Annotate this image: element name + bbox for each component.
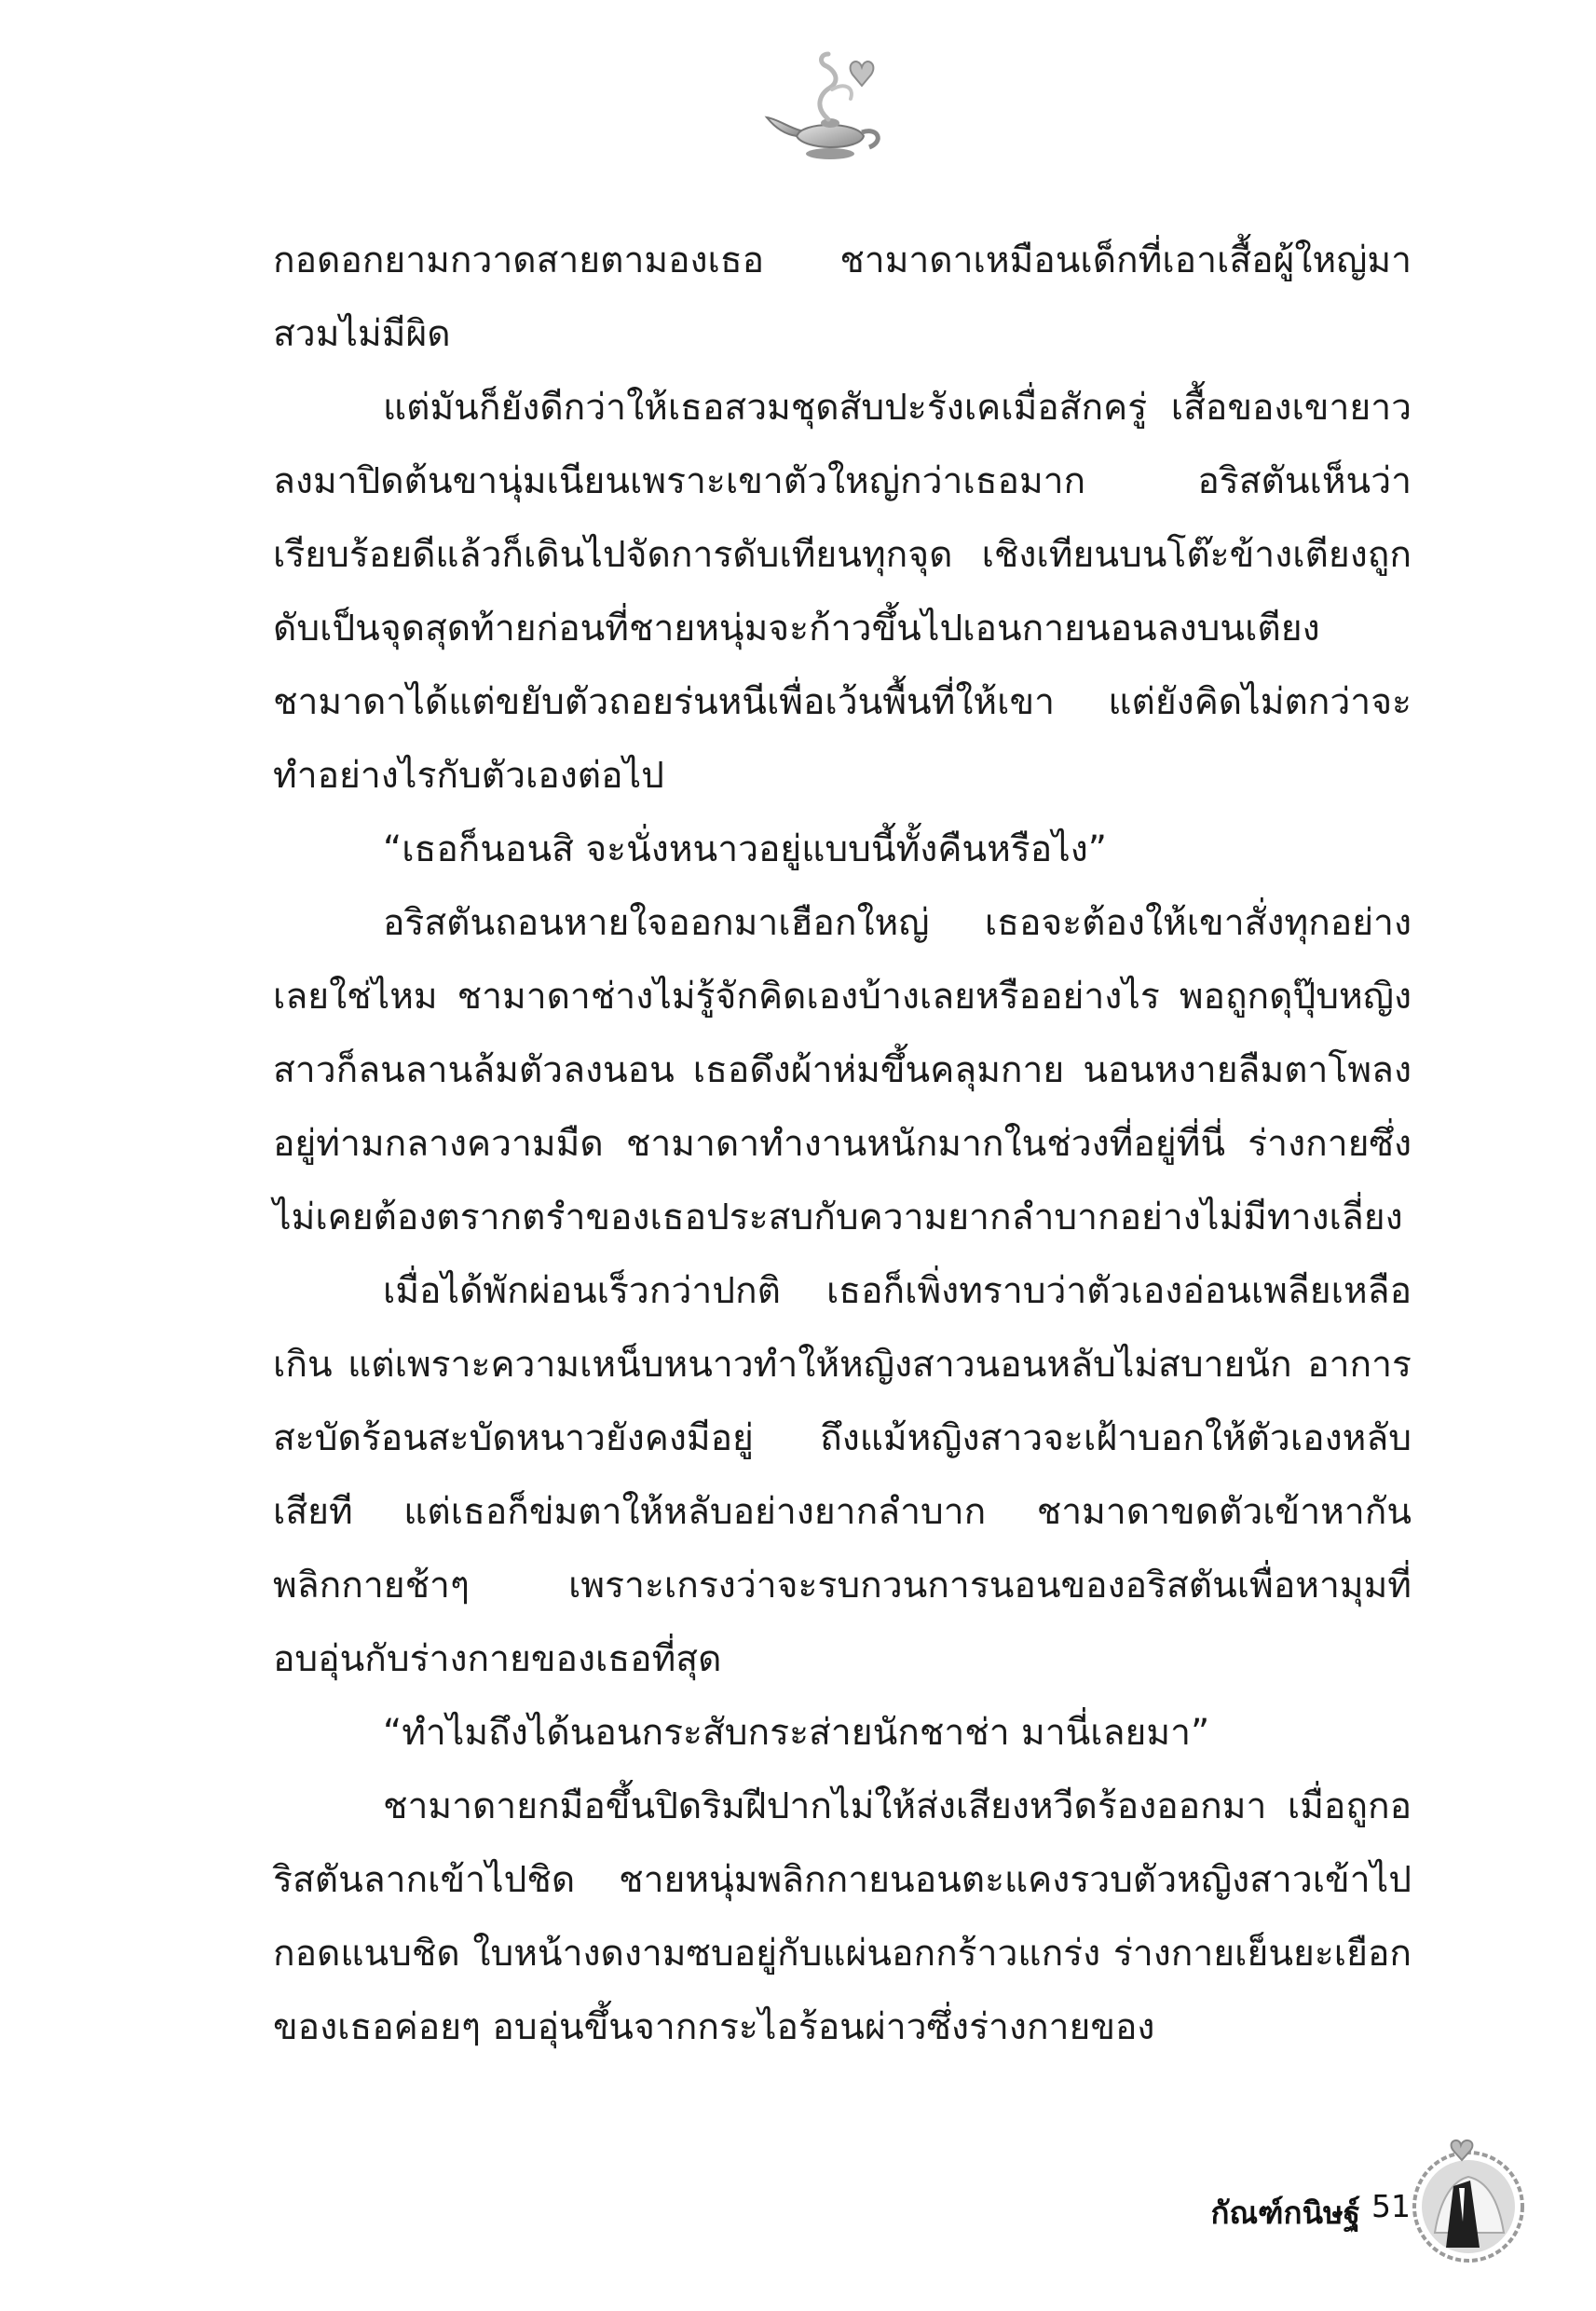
book-title: กัณฑ์กนิษฐ์ [1210,2195,1360,2231]
paragraph-2: แต่มันก็ยังดีกว่าให้เธอสวมชุดสับปะรังเคเมื่อสักครู่ เสื้อของเขายาวลงมาปิดต้นขานุ่มเนียนเพราะเขาตัวใหญ่กว่าเธอมาก อริสตันเห็นว่าเรียบร้อยดีแล้วก็เดินไปจัดการดับเทียนทุกจุด เชิงเทียนบนโต๊ะข้างเตียงถูกดับเป็นจุดสุดท้ายก่อนที่ชายหนุ่มจะก้าวขึ้นไปเอนกายนอนลงบนเตียง ชามาดาได้แต่ขยับตัวถอยร่นหนีเพื่อเว้นพื้นที่ให้เขา แต่ยังคิดไม่ตกว่าจะทำอย่างไรกับตัวเองต่อไป [273,387,1412,797]
wedding-couple-emblem-icon [1388,2132,1528,2272]
body-text [273,224,1412,2064]
paragraph-6: “ทำไมถึงได้นอนกระสับกระส่ายนักชาช่า มานี่เลยมา” [383,1712,1210,1754]
paragraph-3: “เธอก็นอนสิ จะนั่งหนาวอยู่แบบนี้ทั้งคืนหรือไง” [383,828,1108,870]
genie-lamp-icon [759,47,899,177]
paragraph-4: อริสตันถอนหายใจออกมาเฮือกใหญ่ เธอจะต้องให้เขาสั่งทุกอย่างเลยใช่ไหม ชามาดาช่างไม่รู้จักคิดเองบ้างเลยหรืออย่างไร พอถูกดุปุ๊บหญิงสาวก็ลนลานล้มตัวลงนอน เธอดึงผ้าห่มขึ้นคลุมกาย นอนหงายลืมตาโพลงอยู่ท่ามกลางความมืด ชามาดาทำงานหนักมากในช่วงที่อยู่ที่นี่ ร่างกายซึ่งไม่เคยต้องตรากตรำของเธอประสบกับความยากลำบากอย่างไม่มีทางเลี่ยง [273,902,1412,1238]
page-footer [1081,2132,1500,2272]
paragraph-5: เมื่อได้พักผ่อนเร็วกว่าปกติ เธอก็เพิ่งทราบว่าตัวเองอ่อนเพลียเหลือเกิน แต่เพราะความเหน็บหนาวทำให้หญิงสาวนอนหลับไม่สบายนัก อาการสะบัดร้อนสะบัดหนาวยังคงมีอยู่ ถึงแม้หญิงสาวจะเฝ้าบอกให้ตัวเองหลับเสียที แต่เธอก็ข่มตาให้หลับอย่างยากลำบาก ชามาดาขดตัวเข้าหากัน พลิกกายช้าๆ เพราะเกรงว่าจะรบกวนการนอนของอริสตันเพื่อหามุมที่อบอุ่นกับร่างกายของเธอที่สุด [273,1270,1412,1680]
paragraph-7: ชามาดายกมือขึ้นปิดริมฝีปากไม่ให้ส่งเสียงหวีดร้องออกมา เมื่อถูกอริสตันลากเข้าไปชิด ชายหนุ่มพลิกกายนอนตะแคงรวบตัวหญิงสาวเข้าไปกอดแนบชิด ใบหน้างดงามซบอยู่กับแผ่นอกกร้าวแกร่ง ร่างกายเย็นยะเยือกของเธอค่อยๆ อบอุ่นขึ้นจากกระไอร้อนผ่าวซึ่งร่างกายของ [273,1785,1412,2048]
paragraph-1: กอดอกยามกวาดสายตามองเธอ ชามาดาเหมือนเด็กที่เอาเสื้อผู้ใหญ่มาสวมไม่มีผิด [273,239,1412,355]
page-number: 51 [1371,2188,1411,2224]
